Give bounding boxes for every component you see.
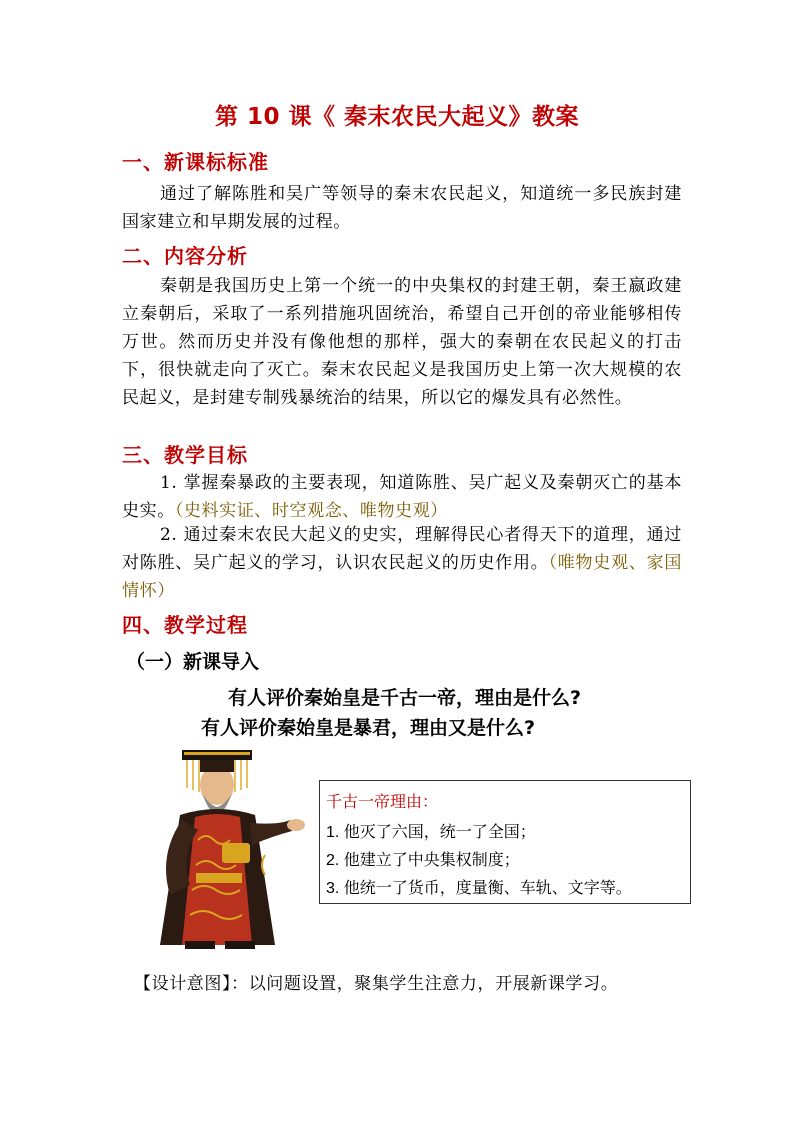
reasons-item-2: 2. 他建立了中央集权制度； [326,852,520,869]
goal-2-text: 2. 通过秦末农民大起义的史实，理解得民心者得天下的道理，通过对陈胜、吴广起义的学习，认识农民起义的历史作用。 [122,525,682,573]
subsection-heading-intro: （一）新课导入 [126,651,260,673]
reasons-box-title: 千古一帝理由： [326,794,439,811]
reasons-item-1: 1. 他灭了六国，统一了全国； [326,824,536,841]
goal-1-text: 1. 掌握秦暴政的主要表现，知道陈胜、吴广起义及秦朝灭亡的基本史实。 [122,473,682,521]
section-body-standard: 通过了解陈胜和吴广等领导的秦末农民起义，知道统一多民族封建国家建立和早期发展的过程。 [122,184,682,232]
question-2: 有人评价秦始皇是暴君，理由又是什么? [201,717,536,739]
section-heading-process: 四、教学过程 [122,613,248,637]
goal-item-2 [122,521,682,605]
goal-2-tag: （唯物史观、家国情怀） [122,553,682,601]
section-heading-analysis: 二、内容分析 [122,244,248,268]
section-body-analysis: 秦朝是我国历史上第一个统一的中央集权的封建王朝，秦王嬴政建立秦朝后，采取了一系列措施巩固统治，希望自己开创的帝业能够相传万世。然而历史并没有像他想的那样，强大的秦朝在农民起义的打击下，很快就走向了灭亡。秦末农民起义是我国历史上第一次大规模的农民起义，是封建专制残暴统治的结果，所以它的爆发具有必然性。 [122,276,682,408]
reasons-item-3: 3. 他统一了货币，度量衡、车轨、文字等。 [326,880,632,897]
reasons-box [319,780,691,904]
page-title: 第 10 课《 秦末农民大起义》教案 [214,104,580,130]
design-intent: 【设计意图】：以问题设置，聚集学生注意力，开展新课学习。 [134,974,619,994]
goal-item-1 [122,469,682,525]
question-1: 有人评价秦始皇是千古一帝，理由是什么? [228,687,582,709]
goal-1-tag: （史料实证、时空观念、唯物史观） [174,501,448,521]
section-heading-standard: 一、新课标标准 [122,150,269,174]
section-heading-goals: 三、教学目标 [122,443,248,467]
qin-shi-huang-portrait-icon [140,745,315,955]
